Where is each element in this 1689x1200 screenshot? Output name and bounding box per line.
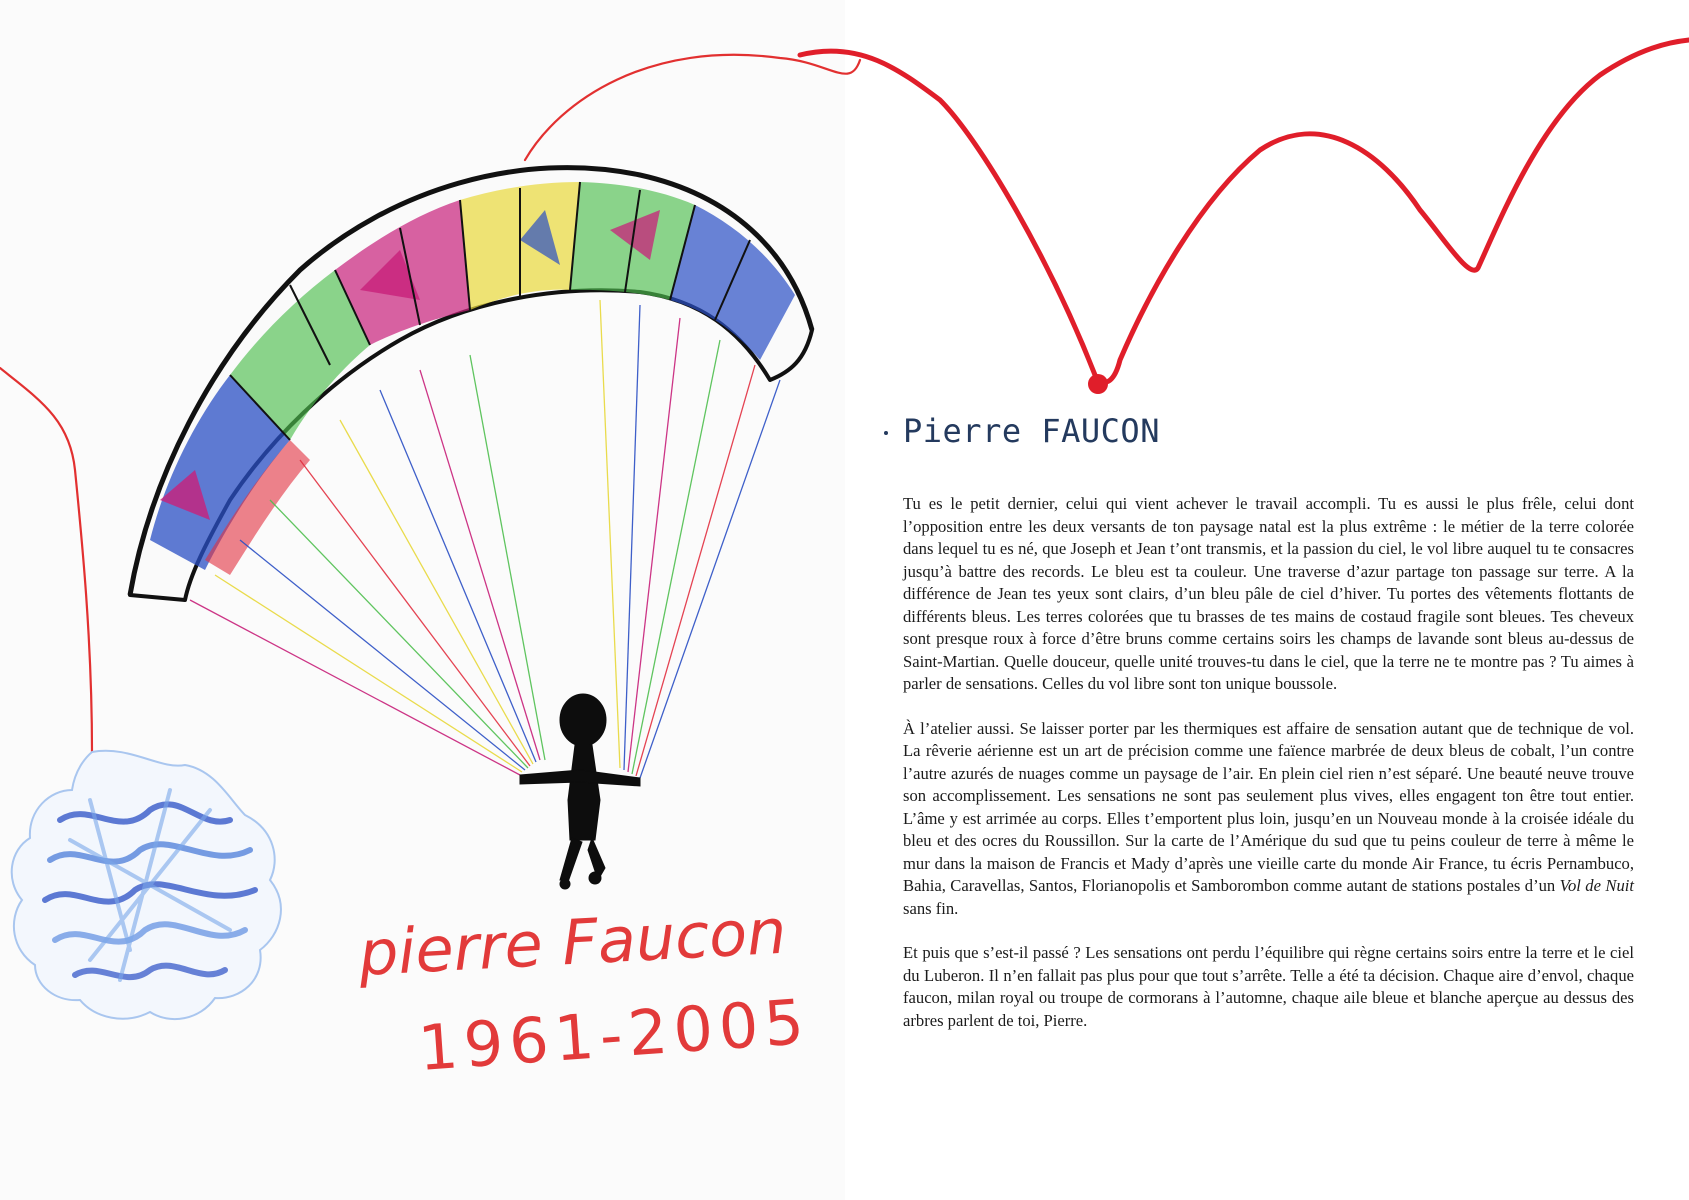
body-text — [903, 493, 1634, 1054]
book-title-emphasis: Vol de Nuit — [1559, 876, 1635, 895]
signature-dates: 1961-2005 — [415, 984, 813, 1085]
signature-name: pierre Faucon — [356, 894, 789, 990]
paragraph-2-text: À l’atelier aussi. Se laisser porter par les thermiques est affaire de sensation autant que de technique de vol. La rêverie aérienne est un art de précision comme une faïence marbrée de deux bleus de cobalt, l’un contre l’autre azurés de nuages comme un paysage de l’air. En plein ciel rien n’est séparé. Une beauté neuve trouve son accomplissement. Les sensations ne sont pas seulement plus vives, elles engagent ton être tout entier. L’âme y est arrimée au corps. Elles t’emportent plus loin, jusqu’en un Nouveau monde à la croisée idéale du bleu et des ocres du Roussillon. Sur la carte de l’Amérique du sud que tu peins couleur de terre à même le mur dans la maison de Francis et Mady d’après une vieille carte du monde Air France, tu écris Pernambuco, Bahia, Caravellas, Santos, Florianopolis et Samborombon comme autant de stations postales d’un — [903, 718, 1634, 895]
blue-scribble-medallion — [12, 751, 281, 1019]
red-knot — [1088, 374, 1108, 394]
page-title: Pierre FAUCON — [903, 412, 1160, 450]
paragraph-3: Et puis que s’est-il passé ? Les sensations ont perdu l’équilibre qui règne certains soirs entre la terre et le ciel du Luberon. Il n’en fallait pas plus pour que tout s’arrête. Telle a été ta décision. Chaque aire d’envol, chaque faucon, milan royal ou troupe de cormorans à l’automne, chaque aile bleue et blanche aperçue au dessus des arbres parlent de toi, Pierre. — [903, 943, 1634, 1030]
paragraph-2 — [903, 718, 1634, 921]
red-crayon-line-left — [0, 368, 92, 752]
red-crayon-line-right — [800, 40, 1689, 382]
paragraph-2-end: sans fin. — [903, 898, 959, 918]
title-bullet — [884, 431, 888, 435]
red-crayon-line-top — [525, 55, 860, 160]
paragraph-1: Tu es le petit dernier, celui qui vient achever le travail accompli. Tu es aussi le plus frêle, celui dont l’opposition entre les deux versants de ton paysage natal est la plus extrême : le métier de la terre colorée dans lequel tu es né, que Joseph et Jean t’ont transmis, et la passion du ciel, le vol libre auquel tu te consacres jusqu’à battre des records. Le bleu est ta couleur. Une traverse d’azur partage ton passage sur terre. A la différence de Jean tes yeux sont clairs, d’un bleu pâle de ciel d’hiver. Tu portes des vêtements flottants de différents bleus. Les terres colorées que tu brasses de tes mains de costaud fragile sont bleues. Tes cheveux sont presque roux à force d’être bruns comme certains soirs les champs de lavande sont bleus au-dessus de Saint-Martian. Quelle douceur, quelle unité trouves-tu dans le ciel, que la terre ne te montre pas ? Tu aimes à parler de sensations. Celles du vol libre sont ton unique boussole. — [903, 494, 1634, 693]
